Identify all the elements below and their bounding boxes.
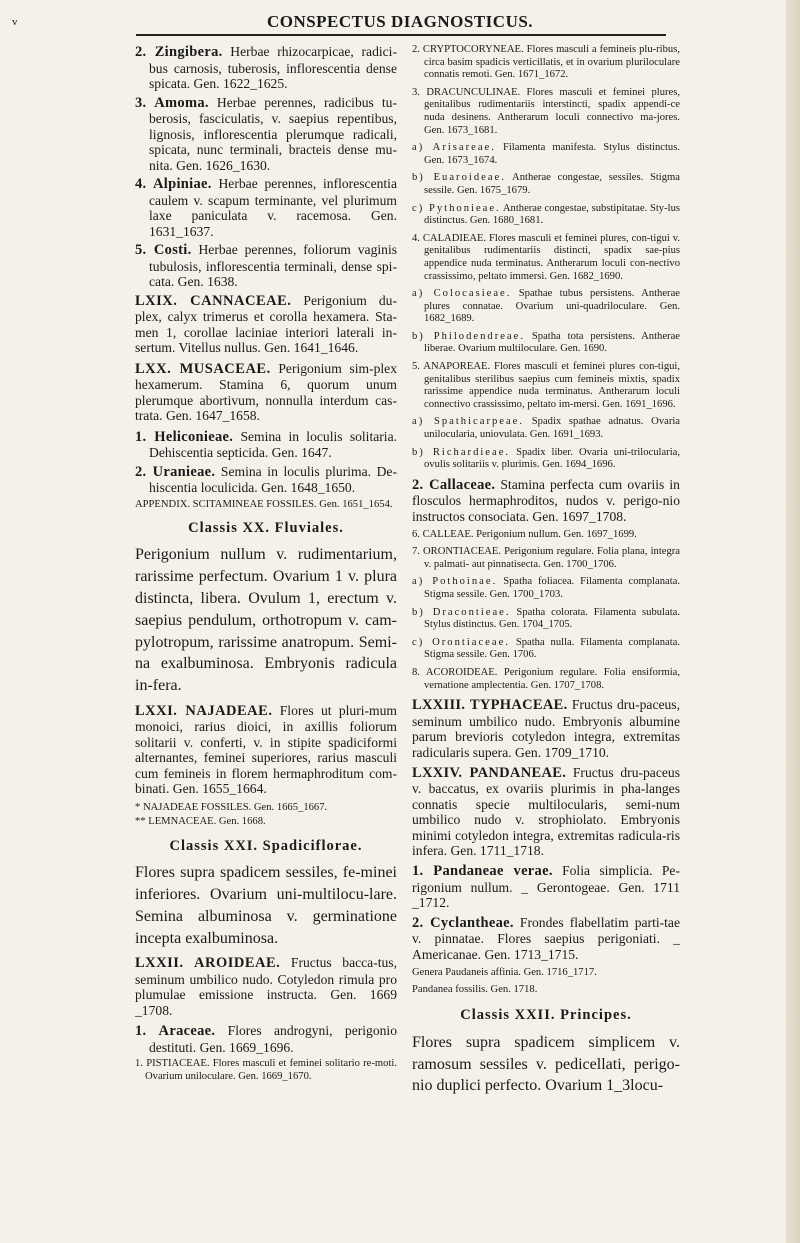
tribe-heliconieae [135,429,397,461]
group-head: b) Euaroideae. [412,172,506,184]
family-pandaneae [412,765,680,860]
tribe-callaceae [412,477,680,525]
group-arisareae [412,142,680,167]
entry-text: Herbae rhizocarpicae, radici-bus carnosis, tuberosis, inflorescentia dense spicata. Gen. 1622_1625. [149,44,397,91]
right-column [412,44,680,1097]
subtribe-pistiaceae: 1. PISTIACEAE. Flores masculi et feminei solitario re-moti. Ovarium uniloculare. Gen. 1669_1670. [135,1058,397,1082]
entry-head: 3. Amoma. [135,94,209,111]
entry-head: 2. Zingibera. [135,44,223,60]
entry-head: 5. Costi. [135,242,192,258]
note-lemnaceae: ** LEMNACEAE. Gen. 1668. [135,816,266,828]
group-head: c) Pythonieae. [412,202,501,214]
group-text: Spatha tota persistens. Antherae liberae. Ovarium multiloculare. Gen. 1690. [424,330,680,355]
group-head: a) Spathicarpeae. [412,416,525,428]
group-text: Antherae congestae, sessiles. Stigma sessile. Gen. 1675_1679. [424,172,680,196]
group-dracontieae [412,607,680,632]
tribe-pandaneae-verae [412,863,680,911]
appendix-fossiles: APPENDIX. SCITAMINEAE FOSSILES. Gen. 1651_1654. [135,498,393,510]
family-cannaceae [135,293,397,356]
class-heading-fluviales: Classis XX. Fluviales. [188,519,344,536]
family-text: Fructus dru-paceus v. baccatus, ex ovariis plurimis in pha-langes connatis specie multilocularis, semi-num umbilico nudo v. strophiolato. Embryonis minimi cotyledon integra, extremitas radicula-ris infera. Gen. 1711_1718. [412,764,680,859]
entry-text: Herbae perennes, foliorum vaginis tubulosis, inflorescentia terminali, dense spi-cata. Gen. 1638. [149,242,398,289]
family-head: LXIX. CANNACEAE. [135,292,292,309]
group-colocasieae [412,288,680,326]
entry-text: Folia simplicia. Pe-rigonium nullum. _ Gerontogeae. Gen. 1711 _1712. [412,863,680,911]
group-richardieae [412,447,680,472]
tribe-zingibera [135,44,397,92]
subtribe-dracunculinae: 3. DRACUNCULINAE. Flores masculi et feminei plures, genitalibus rudimentariis interstincti, spadix appendi-ce nuda desinens. Antherarum loculi connectivo ma-jores. Gen. 1673_1681. [412,86,680,136]
family-najadeae [135,703,397,797]
subtribe-acoroideae: 8. ACOROIDEAE. Perigonium regulare. Folia ensiformia, vernatione amplectentia. Gen. 1707_1708. [412,666,680,691]
family-text: Flores ut pluri-mum monoici, rarius dioici, in axillis foliorum solitarii v. conferti, v. in stipite spadiciformi alternantes, feminei superiores, rarius masculi cum femineis in florem hermaphroditum com-binati. Gen. 1655_1664. [135,702,397,797]
family-aroideae [135,955,397,1018]
note-najadeae-fossiles: * NAJADEAE FOSSILES. Gen. 1665_1667. [135,801,328,813]
entry-head: 4. Alpiniae. [135,176,212,192]
family-head: LXXI. NAJADEAE. [135,702,273,719]
tribe-cyclantheae [412,915,680,963]
group-head: b) Dracontieae. [412,606,511,618]
page-mark: v [12,16,18,28]
family-typhaceae [412,697,680,760]
tribe-costi [135,242,397,290]
tribe-alpiniae [135,176,397,239]
group-head: a) Pothoinae. [412,576,498,588]
group-spathicarpeae [412,416,680,441]
group-text: Spadix spathae adnatus. Ovaria unilocularia, uniovulata. Gen. 1691_1693. [424,416,680,441]
entry-head: 1. Heliconieae. [135,428,234,445]
subtribe-caladieae: 4. CALADIEAE. Flores masculi et feminei plures, con-tigui v. genitalibus rudimentariis distincti, spadix sae-pius appendice nuda terminatus. Antherarum loculi con-nectivo crassissimo, peltato immersi. Gen. 1682_1690. [412,232,680,282]
group-text: Spathae tubus persistens. Antherae plures connatae. Ovarium uni-quadriloculare. Gen. 1682_1689. [424,288,680,325]
entry-head: 2. Cyclantheae. [412,914,514,931]
group-text: Antherae congestae, substipitatae. Sty-lus distinctus. Gen. 1680_1681. [424,202,680,227]
group-text: Filamenta manifesta. Stylus distinctus. Gen. 1673_1674. [424,142,680,166]
family-head: LXX. MUSACEAE. [135,360,271,377]
family-text: Fructus dru-paceus, seminum umbilico nudo. Embryonis albumine parum brevioris cotyledon integra, extremitas radicularis supera. Gen. 1709_1710. [412,697,680,760]
family-head: LXXIV. PANDANEAE. [412,764,567,781]
group-text: Spatha colorata. Filamenta subulata. Stylus distinctus. Gen. 1704_1705. [424,606,680,631]
tribe-uranieae [135,464,397,496]
group-pothoinae [412,576,680,601]
note-pandanea-fossilis: Pandanea fossilis. Gen. 1718. [412,984,538,996]
group-euaroideae [412,172,680,197]
entry-text: Herbae perennes, inflorescentia caulem v. scapum terminante, vel plurimum laxe paniculata v. racemosa. Gen. 1631_1637. [149,176,397,239]
family-text: Perigonium du-plex, calyx trimerus et corolla hexamera. Sta-men 1, corollae laciniae interiori laterali in-sertum. Vitellus nullus. Gen. 1641_1646. [135,292,397,355]
class-description-spadiciflorae: Flores supra spadicem sessiles, fe-minei inferiores. Ovarium uni-multilocu-lare. Semina albuminosa v. germinatione incepta exalbuminosa. [135,864,397,947]
entry-text: Frondes flabellatim parti-tae v. pinnatae. Flores saepius perigoniati. _ Americanae. Gen. 1713_1715. [412,914,680,963]
tribe-araceae [135,1023,397,1055]
family-text: Perigonium sim-plex hexamerum. Stamina 6, quorum unum plerumque abortivum, nonnulla interdum cas-trata. Gen. 1647_1658. [135,360,398,423]
group-orontiaceae [412,637,680,662]
group-text: Spatha foliacea. Filamenta complanata. Stigma sessile. Gen. 1700_1703. [424,576,680,600]
class-heading-spadiciflorae: Classis XXI. Spadiciflorae. [169,837,363,854]
entry-head: 1. Pandaneae verae. [412,863,553,880]
subtribe-orontiaceae: 7. ORONTIACEAE. Perigonium regulare. Folia plana, integra v. palmati- aut pinnatisecta. Gen. 1700_1706. [412,546,680,570]
group-text: Spadix liber. Ovaria uni-trilocularia, ovulis solitariis v. plurimis. Gen. 1694_1696. [424,446,680,471]
entry-text: Stamina perfecta cum ovariis in flosculos hermaphroditos, nudos v. perigo-nio instructos consociata. Gen. 1697_1708. [412,476,680,524]
subtribe-cryptocoryneae: 2. CRYPTOCORYNEAE. Flores masculi a femineis plu-ribus, circa basim spadicis verticillatis, et in ovarium pluriloculare connatis remoti. Gen. 1671_1672. [412,44,680,81]
note-genera-affinia: Genera Paudaneis affinia. Gen. 1716_1717. [412,966,597,978]
page-header [0,12,800,36]
entry-text: Semina in loculis plurima. De-hiscentia loculicida. Gen. 1648_1650. [149,463,397,495]
class-heading-principes: Classis XXII. Principes. [460,1006,632,1023]
entry-text: Flores androgyni, perigonio destituti. Gen. 1669_1696. [149,1023,397,1055]
left-column [135,44,397,1085]
tribe-amoma [135,95,397,174]
entry-head: 1. Araceae. [135,1023,216,1040]
entry-head: 2. Callaceae. [412,476,496,493]
group-text: Spatha nulla. Filamenta complanata. Stigma sessile. Gen. 1706. [424,636,680,661]
group-philodendreae [412,331,680,356]
page-title: CONSPECTUS DIAGNOSTICUS. [266,12,534,31]
family-head: LXXIII. TYPHACEAE. [412,697,568,714]
family-head: LXXII. AROIDEAE. [135,955,281,972]
family-text: Fructus bacca-tus, seminum umbilico nudo. Cotyledon rimula pro plumulae emissione instructa. Gen. 1669 _1708. [135,955,397,1018]
group-head: c) Orontiaceae. [412,636,510,648]
group-pythonieae [412,203,680,228]
subtribe-calleae: 6. CALLEAE. Perigonium nullum. Gen. 1697_1699. [412,528,637,540]
entry-head: 2. Uranieae. [135,463,216,480]
group-head: a) Arisareae. [412,142,496,154]
class-description-principes: Flores supra spadicem simplicem v. ramosum sessiles v. pedicellati, perigo-nio duplici perfecto. Ovarium 1_3locu- [412,1033,680,1095]
subtribe-anaporeae: 5. ANAPOREAE. Flores masculi et feminei plures con-tigui, genitalibus sterilibus saepius cum femineis mixtis, spadix rarissime appendice nuda terminatus. Antherarum loculi connectivo crassissimo, peltato im-mersi. Gen. 1691_1696. [412,361,680,410]
page-edge [786,0,800,1243]
group-head: b) Philodendreae. [412,330,525,342]
family-musaceae [135,361,397,424]
group-head: a) Colocasieae. [412,288,512,300]
class-description-fluviales: Perigonium nullum v. rudimentarium, rarissime perfectum. Ovarium 1 v. plura distincta, libera. Ovulum 1, erectum v. saepius pendulum, orthotropum v. cam-pylotropum, rarissime anatropum. Semi-na exalbuminosa. Embryonis radicula in-fera. [135,546,397,695]
header-rule [136,34,666,36]
entry-text: Herbae perennes, radicibus tu-berosis, fasciculatis, v. saepius repentibus, lignosis, inflorescentia plerumque radicali, spicata, nunc terminali, bracteis dense mu-nita. Gen. 1626_1630. [149,94,397,173]
group-head: b) Richardieae. [412,446,511,458]
entry-text: Semina in loculis solitaria. Dehiscentia septicida. Gen. 1647. [149,428,398,460]
